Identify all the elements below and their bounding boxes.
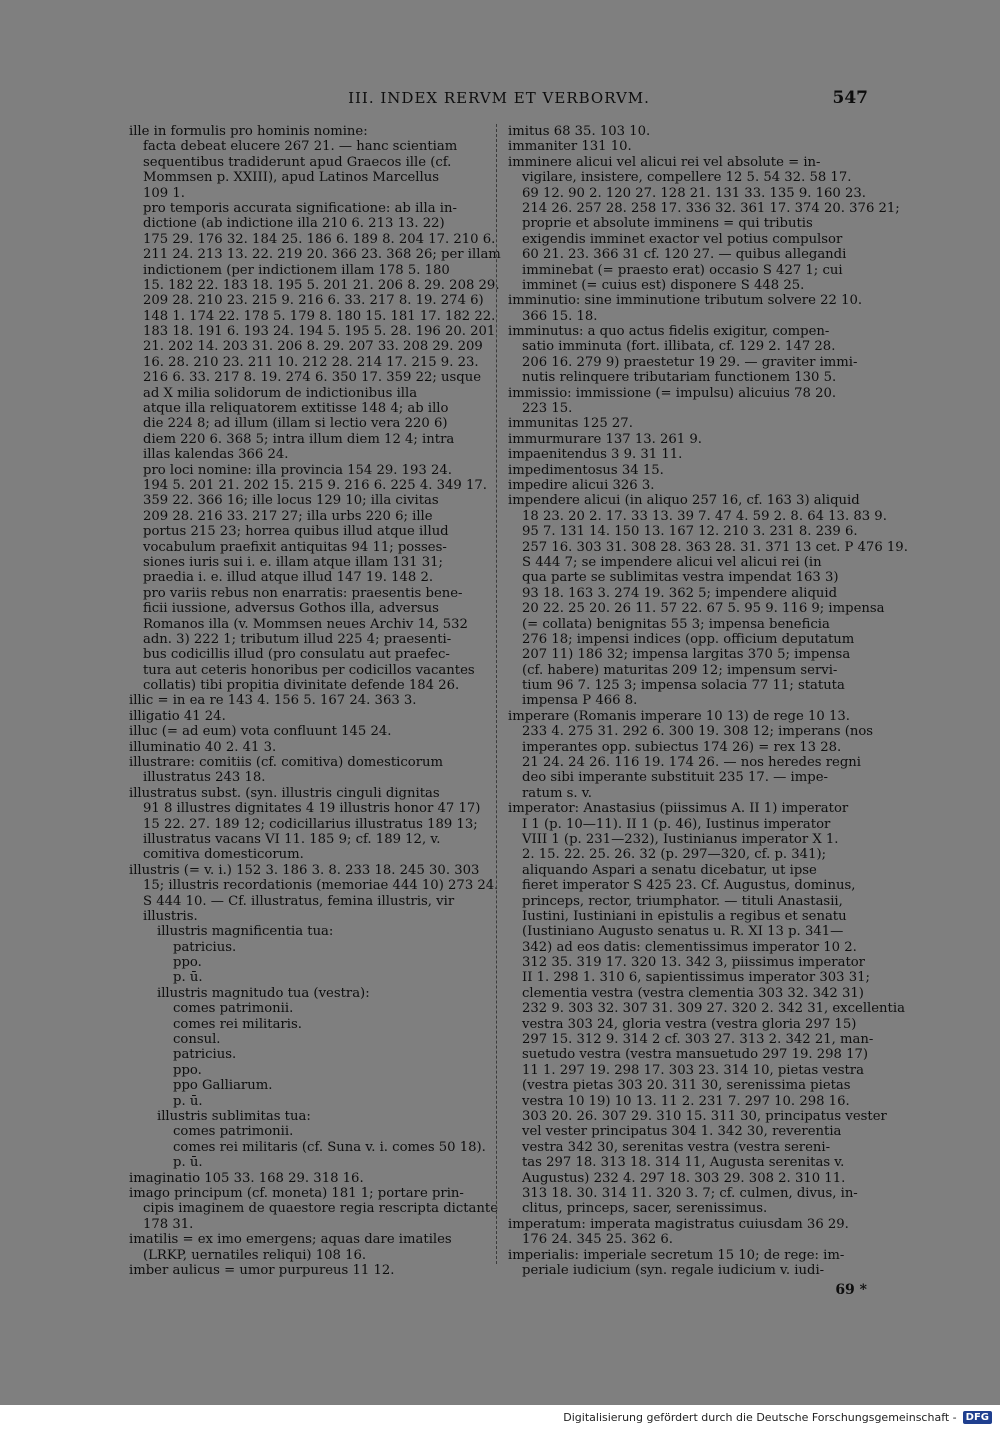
index-entry-line: Romanos illa (v. Mommsen neues Archiv 14, 532 <box>143 616 468 632</box>
index-entry-line: satio imminuta (fort. illibata, cf. 129 2. 147 28. <box>522 339 836 355</box>
index-entry-line: periale iudicium (syn. regale iudicium v. iudi- <box>522 1262 825 1278</box>
index-entry-line: clementia vestra (vestra clementia 303 32. 342 31) <box>522 985 864 1001</box>
index-entry-headword-line: imber aulicus = umor purpureus 11 12. <box>129 1262 395 1278</box>
index-entry-line: 209 28. 210 23. 215 9. 216 6. 33. 217 8. 19. 274 6) <box>143 293 484 309</box>
index-entry-line: cipis imaginem de quaestore regia rescripta dictante <box>143 1201 499 1217</box>
index-entry-line: 95 7. 131 14. 150 13. 167 12. 210 3. 231 8. 239 6. <box>522 524 858 540</box>
index-entry-headword-line: imperialis: imperiale secretum 15 10; de rege: im- <box>508 1247 845 1263</box>
index-entry-line: imminebat (= praesto erat) occasio S 427 1; cui <box>522 262 843 278</box>
index-entry-line: comitiva domesticorum. <box>143 847 304 863</box>
index-entry-line: vestra 10 19) 10 13. 11 2. 231 7. 297 10. 298 16. <box>522 1093 850 1109</box>
index-entry-line: 257 16. 303 31. 308 28. 363 28. 31. 371 13 cet. P 476 19. <box>522 539 908 555</box>
index-entry-line: comes patrimonii. <box>173 1001 294 1017</box>
index-entry-line: vestra 342 30, serenitas vestra (vestra sereni- <box>522 1139 831 1155</box>
index-entry-line: clitus, princeps, sacer, serenissimus. <box>522 1201 768 1217</box>
index-entry-line: 18 23. 20 2. 17. 33 13. 39 7. 47 4. 59 2. 8. 64 13. 83 9. <box>522 508 887 524</box>
index-entry-line: ppo Galliarum. <box>173 1078 273 1094</box>
index-entry-line: illustris magnificentia tua: <box>157 924 334 940</box>
index-entry-headword-line: imperator: Anastasius (piissimus A. II 1) imperator <box>508 801 849 817</box>
index-entry-line: 232 9. 303 32. 307 31. 309 27. 320 2. 342 31, excellentia <box>522 1001 905 1017</box>
index-entry-line: 216 6. 33. 217 8. 19. 274 6. 350 17. 359 22; usque <box>143 370 482 386</box>
index-entry-line: 206 16. 279 9) praestetur 19 29. — graviter immi- <box>522 354 858 370</box>
index-entry-line: princeps, rector, triumphator. — tituli Anastasii, <box>522 893 843 909</box>
index-entry-line: p. ū. <box>173 1155 203 1171</box>
index-entry-line: siones iuris sui i. e. illam atque illam 131 31; <box>143 554 443 570</box>
index-entry-line: (LRKP, uernatiles reliqui) 108 16. <box>143 1247 367 1263</box>
index-entry-line: 214 26. 257 28. 258 17. 336 32. 361 17. 374 20. 376 21; <box>522 200 900 216</box>
index-entry-line: 207 11) 186 32; impensa largitas 370 5; impensa <box>522 647 851 663</box>
index-entry-line: collatis) tibi propitia divinitate defende 184 26. <box>143 678 460 694</box>
index-entry-line: portus 215 23; horrea quibus illud atque illud <box>143 524 449 540</box>
index-entry-line: dictione (ab indictione illa 210 6. 213 13. 22) <box>143 216 445 232</box>
index-entry-headword-line: illustris (= v. i.) 152 3. 186 3. 8. 233 18. 245 30. 303 <box>129 862 480 878</box>
index-entry-headword-line: immaniter 131 10. <box>508 139 632 155</box>
index-entry-headword-line: imminutus: a quo actus fidelis exigitur, compen- <box>508 324 830 340</box>
index-entry-line: 211 24. 213 13. 22. 219 20. 366 23. 368 26; per illam <box>143 247 501 263</box>
index-entry-line: 276 18; impensi indices (opp. officium deputatum <box>522 631 855 647</box>
index-entry-line: VIII 1 (p. 231—232), Iustinianus imperator X 1. <box>522 831 839 847</box>
index-entry-line: (cf. habere) maturitas 209 12; impensum servi- <box>522 662 838 678</box>
index-column-right <box>508 124 908 1278</box>
index-entry-line: illustratus 243 18. <box>143 770 266 786</box>
index-entry-headword-line: immunitas 125 27. <box>508 416 633 432</box>
index-entry-line: diem 220 6. 368 5; intra illum diem 12 4; intra <box>143 431 455 447</box>
index-entry-line: S 444 10. — Cf. illustratus, femina illustris, vir <box>143 893 455 909</box>
index-entry-line: ppo. <box>173 1062 202 1078</box>
index-entry-line: praedia i. e. illud atque illud 147 19. 148 2. <box>143 570 434 586</box>
index-entry-line: imminet (= cuius est) disponere S 448 25. <box>522 277 805 293</box>
index-entry-line: (vestra pietas 303 20. 311 30, serenissima pietas <box>522 1078 851 1094</box>
index-entry-headword-line: imitus 68 35. 103 10. <box>508 124 651 139</box>
index-entry-line: consul. <box>173 1032 221 1048</box>
index-entry-line: die 224 8; ad illum (illam si lectio vera 220 6) <box>143 416 448 432</box>
index-entry-line: atque illa reliquatorem extitisse 148 4; ab illo <box>143 401 449 417</box>
funding-notice: Digitalisierung gefördert durch die Deutsche Forschungsgemeinschaft - <box>563 1410 957 1424</box>
index-entry-line: 178 31. <box>143 1216 194 1232</box>
index-entry-line: vigilare, insistere, compellere 12 5. 54 32. 58 17. <box>522 170 852 186</box>
index-entry-line: bus codicillis illud (pro consulatu aut praefec- <box>143 647 450 663</box>
index-entry-headword-line: impendere alicui (in aliquo 257 16, cf. 163 3) aliquid <box>508 493 860 509</box>
index-entry-headword-line: imatilis = ex imo emergens; aquas dare imatiles <box>129 1232 452 1248</box>
index-entry-line: Iustini, Iustiniani in epistulis a regibus et senatu <box>522 908 847 924</box>
index-entry-headword-line: illic = in ea re 143 4. 156 5. 167 24. 363 3. <box>129 693 417 709</box>
index-entry-line: S 444 7; se impendere alicui vel alicui rei (in <box>522 554 822 570</box>
index-entry-line: 15; illustris recordationis (memoriae 444 10) 273 24. <box>143 878 499 894</box>
index-entry-headword-line: imminere alicui vel alicui rei vel absolute = in- <box>508 154 821 170</box>
index-entry-line: 16. 28. 210 23. 211 10. 212 28. 214 17. 215 9. 23. <box>143 354 479 370</box>
index-entry-line: 15. 182 22. 183 18. 195 5. 201 21. 206 8. 29. 208 29. <box>143 277 500 293</box>
index-entry-line: 313 18. 30. 314 11. 320 3. 7; cf. culmen, divus, in- <box>522 1185 858 1201</box>
index-entry-line: p. ū. <box>173 1093 203 1109</box>
index-entry-line: exigendis imminet exactor vel potius compulsor <box>522 231 843 247</box>
index-entry-line: tium 96 7. 125 3; impensa solacia 77 11; statuta <box>522 678 845 694</box>
running-head-title: III. INDEX RERVM ET VERBORVM. <box>348 89 650 107</box>
index-entry-line: indictionem (per indictionem illam 178 5. 180 <box>143 262 450 278</box>
funding-footer <box>563 1409 992 1425</box>
index-entry-headword-line: imperatum: imperata magistratus cuiusdam 36 29. <box>508 1216 849 1232</box>
index-entry-line: I 1 (p. 10—11). II 1 (p. 46), Iustinus imperator <box>522 816 831 832</box>
index-entry-line: illustratus vacans VI 11. 185 9; cf. 189 12, v. <box>143 831 441 847</box>
index-entry-line: 303 20. 26. 307 29. 310 15. 311 30, principatus vester <box>522 1109 887 1124</box>
index-entry-line: ratum s. v. <box>522 785 592 801</box>
index-entry-line: 60 21. 23. 366 31 cf. 120 27. — quibus allegandi <box>522 247 847 263</box>
index-entry-line: comes rei militaris. <box>173 1016 302 1032</box>
index-entry-line: adn. 3) 222 1; tributum illud 225 4; praesenti- <box>143 631 452 647</box>
index-entry-headword-line: ille in formulis pro hominis nomine: <box>129 124 368 139</box>
index-entry-line: ad X milia solidorum de indictionibus illa <box>143 385 418 401</box>
index-entry-line: (Iustiniano Augusto senatus u. R. XI 13 p. 341— <box>522 924 844 940</box>
index-entry-line: ppo. <box>173 955 202 971</box>
index-entry-line: ficii iussione, adversus Gothos illa, adversus <box>143 601 439 617</box>
index-entry-line: comes rei militaris (cf. Suna v. i. comes 50 18). <box>173 1139 486 1155</box>
index-entry-headword-line: illustrare: comitiis (cf. comitiva) domesticorum <box>129 755 444 771</box>
index-entry-line: 194 5. 201 21. 202 15. 215 9. 216 6. 225 4. 349 17. <box>143 477 487 493</box>
index-entry-line: vocabulum praefixit antiquitas 94 11; posses- <box>143 539 447 555</box>
index-entry-headword-line: imminutio: sine imminutione tributum solvere 22 10. <box>508 293 863 309</box>
index-entry-line: qua parte se sublimitas vestra impendat 163 3) <box>522 570 839 586</box>
index-entry-line: 2. 15. 22. 25. 26. 32 (p. 297—320, cf. p. 341); <box>522 847 827 863</box>
dfg-logo: DFG <box>963 1411 992 1424</box>
index-entry-line: 21 24. 24 26. 116 19. 174 26. — nos heredes regni <box>522 755 861 771</box>
index-entry-line: 148 1. 174 22. 178 5. 179 8. 180 15. 181 17. 182 22. <box>143 308 496 324</box>
index-entry-line: Mommsen p. XXIII), apud Latinos Marcellus <box>143 170 439 186</box>
page-number: 547 <box>832 88 868 108</box>
index-entry-line: tas 297 18. 313 18. 314 11, Augusta serenitas v. <box>522 1155 845 1171</box>
index-entry-line: pro temporis accurata significatione: ab illa in- <box>143 200 457 216</box>
index-entry-line: patricius. <box>173 939 237 955</box>
index-entry-line: 15 22. 27. 189 12; codicillarius illustratus 189 13; <box>143 816 478 832</box>
index-entry-line: comes patrimonii. <box>173 1124 294 1140</box>
index-column-left <box>129 124 501 1278</box>
signature-mark: 69 * <box>835 1282 867 1298</box>
index-entry-line: p. ū. <box>173 970 203 986</box>
index-entry-line: illas kalendas 366 24. <box>143 447 289 463</box>
index-entry-line: Augustus) 232 4. 297 18. 303 29. 308 2. 310 11. <box>522 1170 846 1186</box>
index-entry-headword-line: immissio: immissione (= impulsu) alicuius 78 20. <box>508 385 837 401</box>
index-entry-headword-line: illigatio 41 24. <box>129 708 226 724</box>
index-entry-line: illustris. <box>143 908 198 924</box>
index-entry-headword-line: illuc (= ad eum) vota confluunt 145 24. <box>129 724 392 740</box>
index-entry-headword-line: imperare (Romanis imperare 10 13) de rege 10 13. <box>508 708 850 724</box>
index-entry-line: 175 29. 176 32. 184 25. 186 6. 189 8. 204 17. 210 6. <box>143 231 496 247</box>
index-entry-line: II 1. 298 1. 310 6, sapientissimus imperator 303 31; <box>522 970 870 986</box>
index-entry-line: tura aut ceteris honoribus per codicillos vacantes <box>143 662 475 678</box>
index-entry-headword-line: impedimentosus 34 15. <box>508 462 664 478</box>
index-entry-line: 93 18. 163 3. 274 19. 362 5; impendere aliquid <box>522 585 838 601</box>
index-entry-line: vestra 303 24, gloria vestra (vestra gloria 297 15) <box>522 1016 857 1032</box>
index-entry-headword-line: illuminatio 40 2. 41 3. <box>129 739 277 755</box>
index-entry-headword-line: impedire alicui 326 3. <box>508 477 655 493</box>
index-entry-line: proprie et absolute imminens = qui tributis <box>522 216 813 232</box>
index-entry-line: illustris magnitudo tua (vestra): <box>157 985 370 1001</box>
index-entry-line: imperantes opp. subiectus 174 26) = rex 13 28. <box>522 739 842 755</box>
index-entry-headword-line: imago principum (cf. moneta) 181 1; portare prin- <box>129 1185 464 1201</box>
index-entry-line: facta debeat elucere 267 21. — hanc scientiam <box>143 139 458 155</box>
index-entry-line: pro variis rebus non enarratis: praesentis bene- <box>143 585 463 601</box>
index-entry-line: 109 1. <box>143 185 185 201</box>
index-entry-line: 297 15. 312 9. 314 2 cf. 303 27. 313 2. 342 21, man- <box>522 1032 874 1048</box>
index-entry-line: 20 22. 25 20. 26 11. 57 22. 67 5. 95 9. 116 9; impensa <box>522 601 885 617</box>
index-entry-line: 366 15. 18. <box>522 308 598 324</box>
index-entry-line: fieret imperator S 425 23. Cf. Augustus, dominus, <box>522 878 856 894</box>
index-entry-line: suetudo vestra (vestra mansuetudo 297 19. 298 17) <box>522 1047 869 1063</box>
index-entry-headword-line: imaginatio 105 33. 168 29. 318 16. <box>129 1170 364 1186</box>
index-entry-headword-line: illustratus subst. (syn. illustris cinguli dignitas <box>129 785 440 801</box>
index-entry-line: 312 35. 319 17. 320 13. 342 3, piissimus imperator <box>522 955 865 971</box>
index-entry-line: pro loci nomine: illa provincia 154 29. 193 24. <box>143 462 452 478</box>
index-entry-line: 69 12. 90 2. 120 27. 128 21. 131 33. 135 9. 160 23. <box>522 185 866 201</box>
index-entry-line: 233 4. 275 31. 292 6. 300 19. 308 12; imperans (nos <box>522 724 874 740</box>
index-entry-headword-line: immurmurare 137 13. 261 9. <box>508 431 702 447</box>
index-entry-line: 91 8 illustres dignitates 4 19 illustris honor 47 17) <box>143 801 481 817</box>
index-entry-line: vel vester principatus 304 1. 342 30, reverentia <box>522 1124 842 1140</box>
index-entry-line: 11 1. 297 19. 298 17. 303 23. 314 10, pietas vestra <box>522 1062 864 1078</box>
index-entry-headword-line: impaenitendus 3 9. 31 11. <box>508 447 683 463</box>
index-entry-line: 342) ad eos datis: clementissimus imperator 10 2. <box>522 939 857 955</box>
index-entry-line: 176 24. 345 25. 362 6. <box>522 1232 673 1248</box>
index-entry-line: (= collata) benignitas 55 3; impensa beneficia <box>522 616 830 632</box>
index-entry-line: aliquando Aspari a senatu dicebatur, ut ipse <box>522 862 817 878</box>
index-entry-line: patricius. <box>173 1047 237 1063</box>
index-entry-line: nutis relinquere tributariam functionem 130 5. <box>522 370 837 386</box>
index-entry-line: illustris sublimitas tua: <box>157 1109 311 1124</box>
index-entry-line: 209 28. 216 33. 217 27; illa urbs 220 6; ille <box>143 508 433 524</box>
index-entry-line: 359 22. 366 16; ille locus 129 10; illa civitas <box>143 493 439 509</box>
column-divider <box>496 124 497 1264</box>
running-head <box>130 89 868 109</box>
index-entry-line: sequentibus tradiderunt apud Graecos ille (cf. <box>143 154 452 170</box>
index-entry-line: 21. 202 14. 203 31. 206 8. 29. 207 33. 208 29. 209 <box>143 339 483 355</box>
index-entry-line: 183 18. 191 6. 193 24. 194 5. 195 5. 28. 196 20. 201 <box>143 324 496 340</box>
index-entry-line: impensa P 466 8. <box>522 693 638 709</box>
index-entry-line: deo sibi imperante substituit 235 17. — impe- <box>522 770 828 786</box>
index-entry-line: 223 15. <box>522 401 573 417</box>
